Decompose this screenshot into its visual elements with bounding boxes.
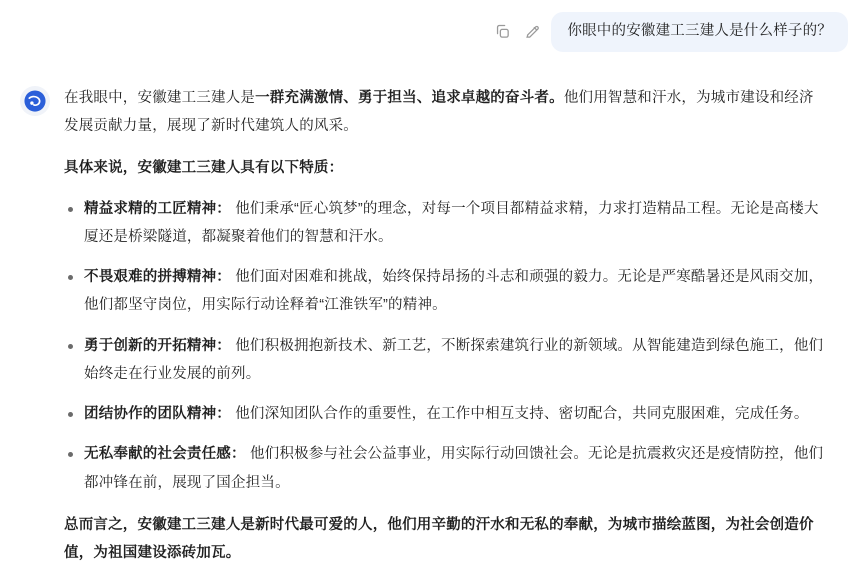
point-title: 团结协作的团队精神： [84, 406, 231, 423]
list-item [64, 400, 824, 428]
message-actions [493, 23, 541, 41]
assistant-answer [64, 84, 824, 581]
edit-icon[interactable] [523, 23, 541, 41]
point-body: 他们积极参与社会公益事业，用实际行动回馈社会。无论是抗震救灾还是疫情防控，他们都冲锋在前，展现了国企担当。 [84, 446, 824, 491]
intro-bold: 一群充满激情、勇于担当、追求卓越的奋斗者。 [255, 89, 564, 106]
point-title: 精益求精的工匠精神： [84, 200, 231, 217]
point-title: 不畏艰难的拼搏精神： [84, 269, 231, 286]
assistant-message-row [20, 84, 848, 581]
intro-tail: 他们用智慧和汗水，为城市建设和经济发展贡献力量，展现了新时代建筑人的风采。 [64, 89, 814, 135]
point-body: 他们面对困难和挑战，始终保持昂扬的斗志和顽强的毅力。无论是严寒酷暑还是风雨交加，他们都坚守岗位，用实际行动诠释着“江淮铁军”的精神。 [84, 269, 824, 314]
answer-section-heading [64, 154, 824, 182]
answer-points-list [64, 195, 824, 497]
intro-lead: 在我眼中，安徽建工三建人是 [64, 89, 256, 106]
point-body: 他们积极拥抱新技术、新工艺，不断探索建筑行业的新领域。从智能建造到绿色施工，他们始终走在行业发展的前列。 [84, 337, 824, 382]
copy-icon[interactable] [493, 23, 511, 41]
point-title: 勇于创新的开拓精神： [84, 337, 231, 354]
assistant-avatar [20, 86, 50, 116]
user-message-bubble: 你眼中的安徽建工三建人是什么样子的？ [551, 12, 848, 52]
user-message-row [20, 0, 848, 52]
list-item [64, 195, 824, 252]
list-item [64, 332, 824, 389]
section-heading-text: 具体来说，安徽建工三建人具有以下特质： [64, 160, 344, 177]
answer-conclusion [64, 511, 824, 568]
list-item [64, 440, 824, 497]
list-item [64, 263, 824, 320]
assistant-logo-icon [22, 88, 48, 114]
point-title: 无私奉献的社会责任感： [84, 446, 246, 463]
point-body: 他们深知团队合作的重要性，在工作中相互支持、密切配合，共同克服困难，完成任务。 [235, 406, 809, 423]
point-body: 他们秉承“匠心筑梦”的理念，对每一个项目都精益求精，力求打造精品工程。无论是高楼大厦还是桥梁隧道，都凝聚着他们的智慧和汗水。 [84, 200, 819, 245]
answer-intro-paragraph [64, 84, 824, 141]
conclusion-text: 总而言之，安徽建工三建人是新时代最可爱的人，他们用辛勤的汗水和无私的奉献，为城市描绘蓝图，为社会创造价值，为祖国建设添砖加瓦。 [64, 516, 814, 562]
